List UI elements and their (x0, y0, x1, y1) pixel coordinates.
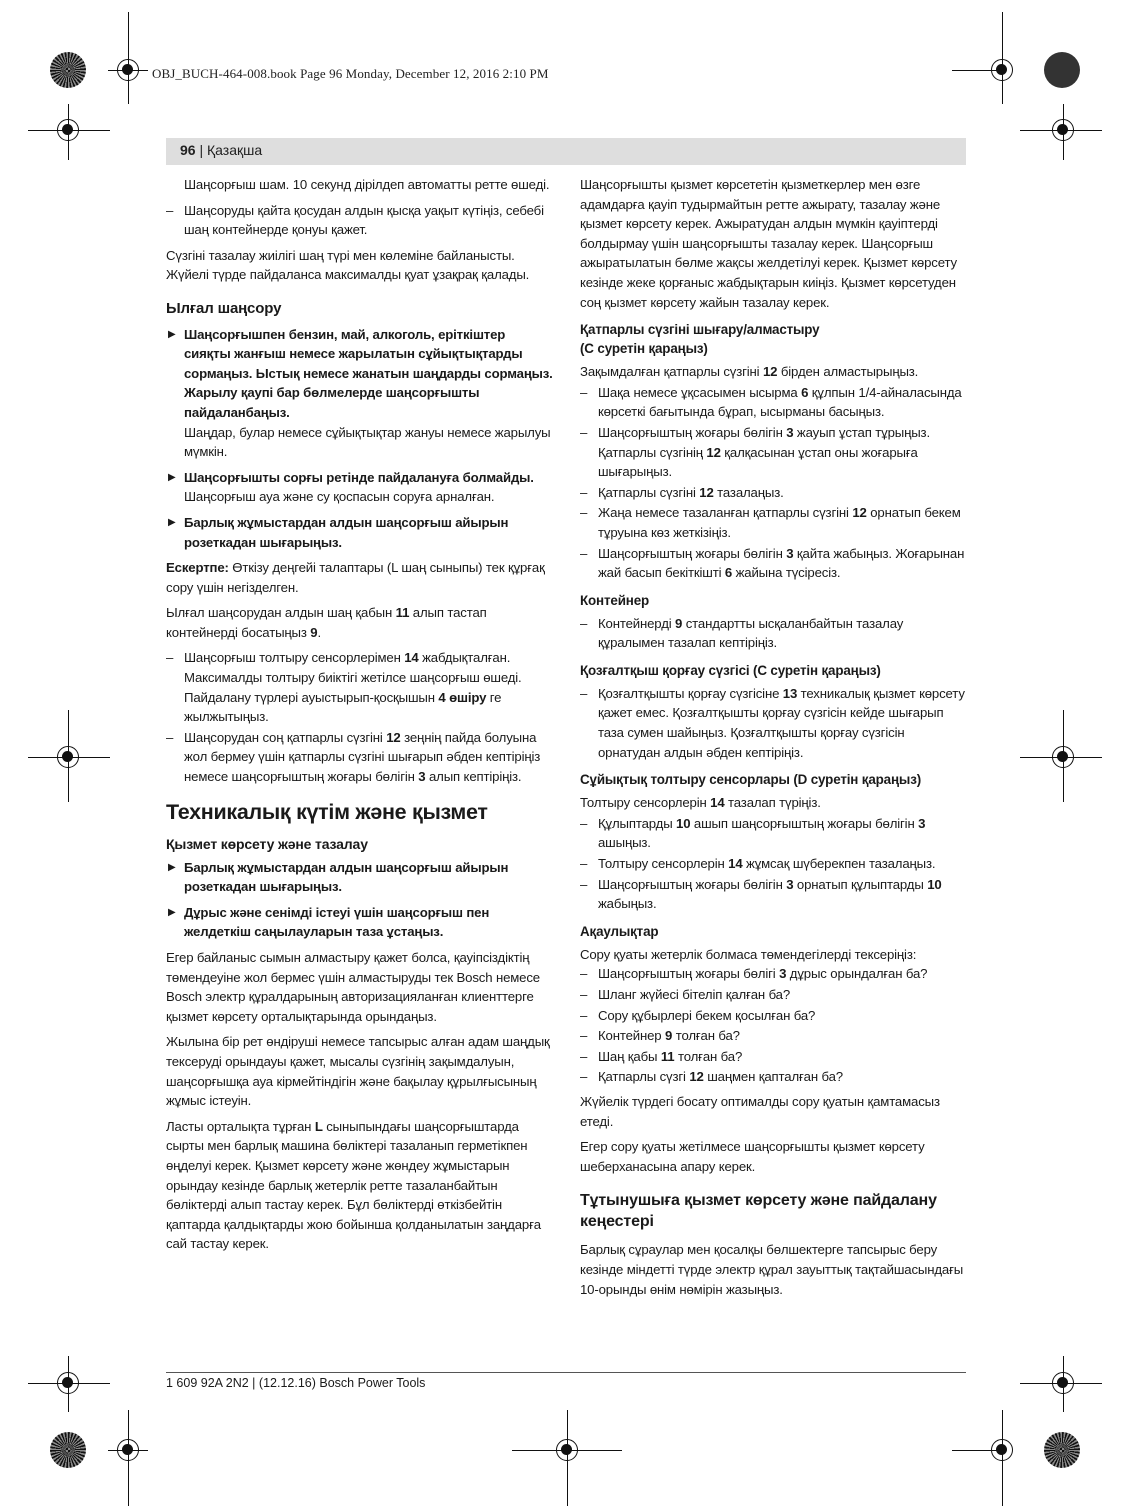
text-run: техникалық қызмет көрсету қажет емес. Қозғалтқышты қорғау сүзгісін кейде шығарып таза сумен шайыңыз. Қозғалтқышты қорғау сүзгісін орнатудан алдын әбден кептіріңіз. (598, 685, 965, 760)
text-run: ашып шаңсорғыштың жоғары бөлігін (690, 815, 919, 831)
chapter-heading-maintenance: Техникалық күтім және қызмет (166, 799, 488, 824)
right-column (580, 175, 968, 1305)
ref-number: 3 (786, 545, 794, 561)
list-item (580, 544, 968, 583)
text-run: Шаңсорудан соң қатпарлы сүзгіні (184, 729, 387, 745)
switch-position-label: өшіру (449, 689, 487, 705)
section-heading-fill-sensors: Сұйықтық толтыру сенсорлары (D суретін қараңыз) (580, 772, 922, 788)
section-heading-faults: Ақаулықтар (580, 923, 659, 939)
ref-number: 6 (724, 565, 733, 581)
text-run: жұмсақ шүберекпен тазалаңыз. (742, 856, 936, 872)
warning-text: Шаңсорғыш ауа және су қоспасын соруға арналған. (184, 489, 495, 505)
warning-bold-text: Дұрыс және сенімді істеуі үшін шаңсорғыш пен желдеткіш саңылауларын таза ұстаңыз. (184, 904, 490, 940)
warning-bold-text: Барлық жұмыстардан алдын шаңсорғыш айырын розеткадан шығарыңыз. (184, 859, 509, 895)
text-run: Зақымдалған қатпарлы сүзгіні (580, 364, 763, 380)
ref-number: 9 (665, 1028, 673, 1044)
warning-item (166, 468, 554, 507)
text-run: Қатпарлы сүзгі (598, 1069, 690, 1085)
triangle-bullet-icon: ▶ (168, 861, 176, 873)
ref-number: 9 (675, 615, 683, 631)
text-run: тазалап түріңіз. (724, 795, 821, 811)
footer-rule (166, 1372, 966, 1373)
text-run: Шаңсорғыштың жоғары бөлігі (598, 966, 780, 982)
text-run: Ласты орталықта тұрған (166, 1118, 315, 1134)
warning-item (166, 858, 554, 897)
text-run: жабыңыз. (598, 896, 657, 912)
dust-class-label: L (314, 1118, 323, 1134)
text-run: бірден алмастырыңыз. (777, 364, 919, 380)
ref-number: 12 (706, 444, 721, 460)
ref-number: 9 (310, 624, 318, 640)
text-run: Шаңсорғыштың жоғары бөлігін (598, 545, 787, 561)
triangle-bullet-icon: ▶ (168, 471, 176, 483)
section-heading-motor-filter: Қозғалтқыш қорғау сүзгісі (C суретін қараңыз) (580, 662, 881, 678)
paragraph: Жылына бір рет өндіруші немесе тапсырыс алған адам шаңдық тексеруді орындауы қажет, мысалы сүзгінің зақымдалуын, шаңсорғышқа ауа кірмейтіндігін және бақылау құрылғысының жұмыс істеуін. (166, 1034, 550, 1109)
triangle-bullet-icon: ▶ (168, 516, 176, 528)
note-paragraph (166, 558, 554, 597)
section-heading-wet-vacuuming: Ылғал шаңсору (166, 299, 282, 317)
text-run: Контейнер (598, 1028, 666, 1044)
text-run: жайына түсіресіз. (732, 565, 841, 581)
paragraph: Сүзгіні тазалау жиілігі шаң түрі мен көлеміне байланысты. Жүйелі түрде пайдаланса максималды қуат ұзақрақ қалады. (166, 247, 530, 283)
section-heading-customer-service: Тұтынушыға қызмет көрсету және пайдалану кеңестері (580, 1192, 937, 1231)
warning-item (166, 325, 554, 462)
text-run: Қозғалтқышты қорғау сүзгісіне (598, 685, 783, 701)
triangle-bullet-icon: ▶ (168, 328, 176, 340)
list-item (580, 814, 968, 853)
text-run: тазалаңыз. (713, 484, 784, 500)
registration-starburst-bottom-right (1044, 1432, 1080, 1468)
list-item: – Шланг жүйесі бітеліп қалған ба? (580, 985, 968, 1005)
list-item (580, 854, 968, 874)
text-run: орнатып құлыптарды (793, 876, 928, 892)
ref-number: 12 (699, 484, 714, 500)
text-run: жауып ұстап тұрыңыз. Қатпарлы сүзгінің (598, 424, 930, 460)
ref-number: 3 (786, 876, 794, 892)
text-run: Ылғал шаңсорудан алдын шаң қабын (166, 605, 396, 621)
ref-number: 14 (404, 650, 419, 666)
note-label: Ескертпе: (166, 560, 229, 576)
text-run: зеңнің пайда болуына жол бермеу үшін қатпарлы сүзгіні шығарып әбден кептіріңіз немесе шаңсорғыштың жоғары бөлігін (184, 729, 541, 785)
paragraph: Егер сору қуаты жетілмесе шаңсорғышты қызмет көрсету шеберханасына апару керек. (580, 1139, 925, 1174)
text-run: дұрыс орындалған ба? (786, 966, 928, 982)
ref-number: 3 (418, 769, 426, 785)
ref-number: 3 (918, 815, 926, 831)
warning-bold-text: Барлық жұмыстардан алдын шаңсорғыш айырын розеткадан шығарыңыз. (184, 514, 509, 550)
paragraph: Егер байланыс сымын алмастыру қажет болса, қауіпсіздіктің төмендеуіне жол бермес үшін алмастыруды тек Bosch немесе Bosch электр құралдарының авторизацияланған клиенттерге қызмет көрсету орталықтарында орындаңыз. (166, 950, 540, 1024)
text-run: сыныпындағы шаңсорғыштарда сырты мен барлық машина бөліктері тазаланып герметікпен өңделуі керек. Қызмет көрсету және жөндеу жұмыстарын орындау кезінде барлық жетерлік ретте тазаланбайтын бөліктерді алып тастау керек. Бұл бөліктерді өткізбейтін қаптарда қалдықтарды жою бойынша қолданылатын заңдарға сай тастау керек. (166, 1118, 541, 1252)
registration-ball-top-right (1044, 52, 1080, 88)
section-heading-pleated-filter: Қатпарлы сүзгіні шығару/алмастыру (C суретін қараңыз) (580, 322, 820, 357)
ref-number: 4 (438, 689, 446, 705)
text-run: толған ба? (674, 1048, 743, 1064)
list-item: – Сору құбырлері бекем қосылған ба? (580, 1006, 968, 1026)
warning-item (166, 513, 554, 552)
text-run: алып кептіріңіз. (425, 769, 522, 785)
list-item (580, 503, 968, 542)
paragraph (166, 603, 554, 642)
ref-number: 11 (395, 605, 410, 621)
text-run: қалқасынан ұстап оны жоғарыға шығарыңыз. (598, 444, 918, 480)
warning-bold-text: Шаңсорғышты сорғы ретінде пайдалануға болмайды. (184, 469, 534, 485)
paragraph (580, 793, 968, 813)
text-run: толған ба? (672, 1028, 740, 1044)
left-column (166, 175, 554, 1260)
list-item (580, 1026, 968, 1046)
paragraph (166, 1117, 554, 1254)
registration-starburst-bottom-left (50, 1432, 86, 1468)
text-run: Жаңа немесе тазаланған қатпарлы сүзгіні (598, 505, 853, 521)
registration-starburst-top-left (50, 52, 86, 88)
text-run: жабдықталған. Максималды толтыру биіктігі жетілсе шаңсорғыш өшеді. Пайдалану түрлері ауыстырып-қосқышын (184, 650, 522, 705)
text-run: Контейнерді (598, 615, 676, 631)
list-item (166, 728, 554, 787)
text-run: шаңмен қапталған ба? (703, 1069, 843, 1085)
print-slug: OBJ_BUCH-464-008.book Page 96 Monday, December 12, 2016 2:10 PM (152, 66, 549, 81)
list-item (580, 423, 968, 482)
running-header-bar (166, 138, 966, 165)
list-item (580, 1047, 968, 1067)
ref-number: 12 (762, 364, 778, 380)
ref-number: 11 (660, 1048, 675, 1064)
ref-number: 3 (779, 966, 787, 982)
list-item (580, 684, 968, 762)
text-run: орнатып бекем тұруына көз жеткізіңіз. (598, 505, 961, 540)
ref-number: 6 (801, 384, 809, 400)
ref-number: 12 (689, 1069, 704, 1085)
paragraph: Сору қуаты жетерлік болмаса төмендегілерді тексеріңіз: (580, 946, 917, 962)
text-run: Толтыру сенсорлерін (598, 856, 729, 872)
text-run: құлпын 1/4-айналасында көрсеткі бағытында бұрап, ысырманы басыңыз. (598, 384, 962, 420)
text-run: ашыңыз. (598, 835, 651, 851)
footer: 1 609 92A 2N2 | (12.12.16) Bosch Power Tools (166, 1376, 426, 1390)
paragraph: Шаңсорғышты қызмет көрсететін қызметкерлер мен өзге адамдарға қауіп тудырмайтын ретте ажырату, тазалау және қызмет көрсету керек. Ажыратудан алдын мүмкін қауіптерді болдырмау үшін шаңсорғышты тазалау керек. Шаңсорғыш ажыратылатын бөлме жақсы желдетілуі керек. Қызмет көрсету кезінде жеке қорғаныс жабдықтарын киіңіз. Қызмет көрсетуден соң қызмет көрсету жайын тазалау керек. (580, 177, 957, 310)
warning-bold-text: Шаңсорғышпен бензин, май, алкоголь, еріткіштер сияқты жанғыш немесе жарылатын сұйықтықтарды сормаңыз. Ыстық немесе жанатын шаңдарды сормаңыз. Жарылу қаупі бар бөлмелерде шаңсорғышты пайдаланбаңыз. (184, 326, 553, 420)
text-run: Шаңсорғыштың жоғары бөлігін (598, 424, 787, 440)
running-header (180, 142, 262, 158)
warning-text: Шаңдар, булар немесе сұйықтықтар жануы немесе жарылуы мүмкін. (184, 424, 551, 460)
ref-number: 14 (728, 856, 743, 872)
list-item (580, 614, 968, 653)
list-item (580, 875, 968, 914)
text-run: Шаң қабы (598, 1048, 661, 1064)
list-item (166, 648, 554, 726)
ref-number: 13 (782, 685, 798, 701)
text-run: Шаңсорғыштың жоғары бөлігін (598, 876, 787, 892)
page-number: 96 (180, 142, 196, 158)
note-text: Өткізу деңгейі талаптары (L шаң сыныпы) тек құрғақ сору үшін негізделген. (166, 560, 545, 595)
ref-number: 3 (786, 424, 794, 440)
paragraph (580, 362, 968, 382)
header-separator: | (195, 142, 207, 158)
text-run: ге жылжытыңыз. (184, 689, 502, 725)
paragraph: Жүйелік түрдегі босату оптималды сору қуатын қамтамасыз етеді. (580, 1093, 940, 1129)
text-run: Құлыптарды (598, 815, 677, 831)
text-run: қайта жабыңыз. Жоғарынан жай басып бекіткішті (598, 545, 965, 581)
ref-number: 12 (852, 505, 867, 521)
text-run: стандартты ысқаланбайтын тазалау құралымен тазалап кептіріңіз. (598, 615, 904, 651)
ref-number: 10 (676, 815, 691, 831)
list-item (580, 1067, 968, 1087)
ref-number: 10 (927, 876, 942, 892)
text-run: алып тастап контейнерді босатыңыз (166, 605, 487, 640)
list-item: – Шаңсоруды қайта қосудан алдын қысқа уақыт күтіңіз, себебі шаң контейнерде қонуы қажет. (166, 201, 554, 240)
warning-item (166, 903, 554, 942)
section-heading-container: Контейнер (580, 592, 650, 608)
list-item (580, 483, 968, 503)
text-run: Шаңсорғыш толтыру сенсорлерімен (184, 650, 405, 666)
text-run: Шақа немесе ұқсасымен ысырма (598, 384, 802, 400)
paragraph: Барлық сұраулар мен қосалқы бөлшектерге тапсырыс беру кезінде міндетті түрде электр құрал зауыттық тақтайшасындағы 10-орынды өнім нөмірін жазыңыз. (580, 1242, 964, 1297)
triangle-bullet-icon: ▶ (168, 906, 176, 918)
list-item (580, 383, 968, 422)
list-item (580, 964, 968, 984)
header-language: Қазақша (207, 142, 263, 158)
paragraph: Шаңсорғыш шам. 10 секунд дірілдеп автоматты ретте өшеді. (184, 177, 550, 192)
text-run: Қатпарлы сүзгіні (598, 484, 700, 500)
ref-number: 12 (386, 729, 401, 745)
ref-number: 14 (710, 795, 725, 811)
text-run: Толтыру сенсорлерін (580, 795, 711, 811)
text-run: . (317, 624, 321, 640)
section-heading-service-cleaning: Қызмет көрсету және тазалау (166, 835, 368, 852)
